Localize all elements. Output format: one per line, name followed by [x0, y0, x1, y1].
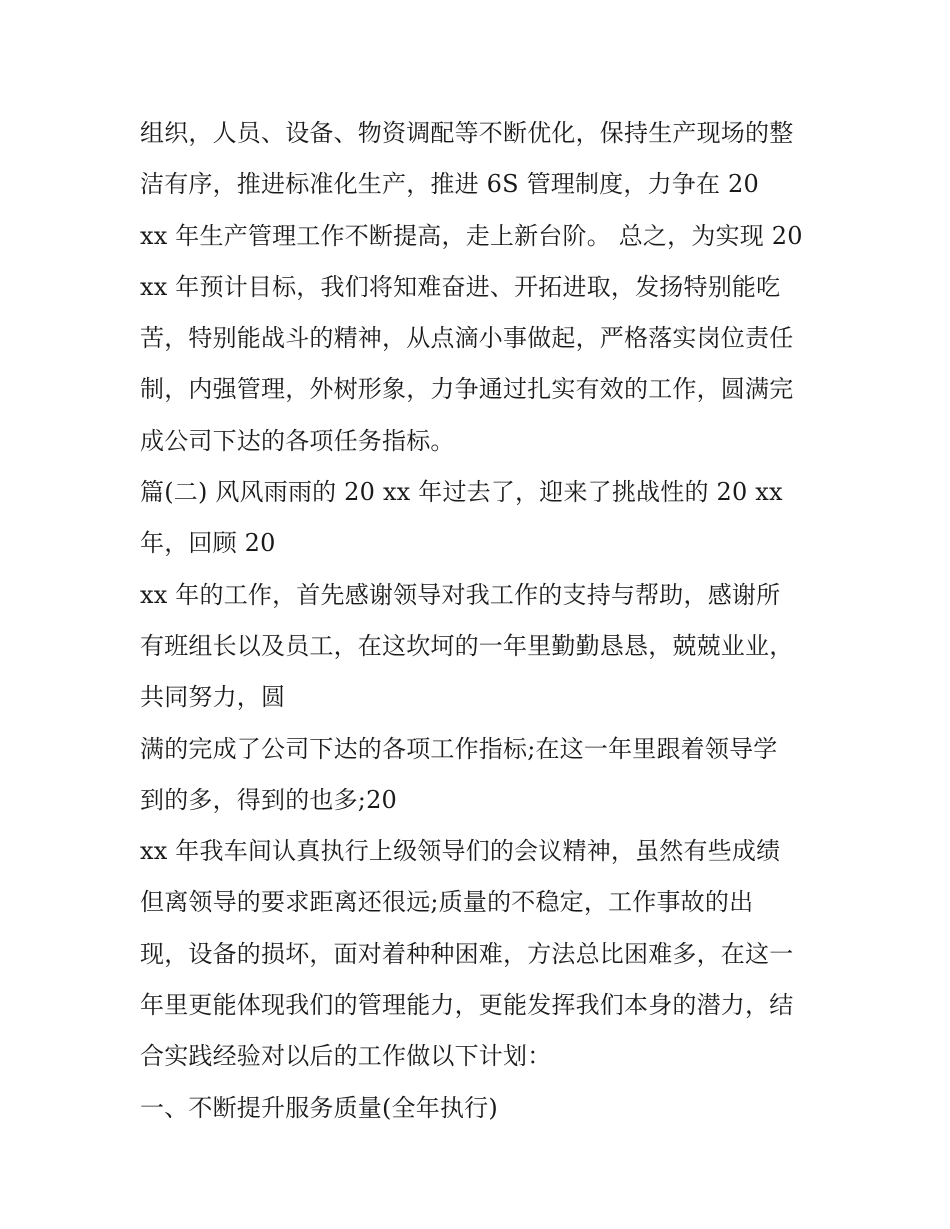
list-heading-line: 一、不断提升服务质量(全年执行) — [140, 1093, 498, 1122]
text-line: xx 年的工作，首先感谢领导对我工作的支持与帮助，感谢所 — [140, 580, 781, 609]
section-heading-line: 篇(二) 风风雨雨的 20 xx 年过去了，迎来了挑战性的 20 xx — [140, 478, 783, 507]
text-line: 合实践经验对以后的工作做以下计划： — [140, 1042, 552, 1071]
text-line: 成公司下达的各项任务指标。 — [140, 426, 455, 455]
text-line: xx 年生产管理工作不断提高，走上新台阶。 总之，为实现 20 — [140, 221, 803, 250]
document-body — [140, 108, 830, 1134]
text-line: 制，内强管理，外树形象，力争通过扎实有效的工作，圆满完 — [140, 375, 794, 404]
text-line: 年，回顾 20 — [140, 529, 276, 558]
text-line: 组织，人员、设备、物资调配等不断优化，保持生产现场的整 — [140, 119, 794, 147]
text-line: xx 年预计目标，我们将知难奋进、开拓进取，发扬特别能吃 — [140, 272, 781, 301]
text-line: 年里更能体现我们的管理能力，更能发挥我们本身的潜力，结 — [140, 991, 794, 1020]
text-line: xx 年我车间认真执行上级领导们的会议精神，虽然有些成绩 — [140, 837, 781, 866]
text-line: 共同努力，圆 — [140, 683, 286, 712]
text-line: 洁有序，推进标准化生产，推进 6S 管理制度，力争在 20 — [140, 170, 759, 199]
text-line: 苦，特别能战斗的精神，从点滴小事做起，严格落实岗位责任 — [140, 324, 794, 353]
text-line: 但离领导的要求距离还很远;质量的不稳定，工作事故的出 — [140, 888, 754, 917]
text-line: 有班组长以及员工，在这坎坷的一年里勤勤恳恳，兢兢业业， — [140, 631, 794, 660]
text-line: 现，设备的损坏，面对着种种困难，方法总比困难多，在这一 — [140, 939, 794, 968]
text-line: 满的完成了公司下达的各项工作指标;在这一年里跟着领导学 — [140, 734, 778, 763]
text-line: 到的多，得到的也多;20 — [140, 785, 398, 814]
